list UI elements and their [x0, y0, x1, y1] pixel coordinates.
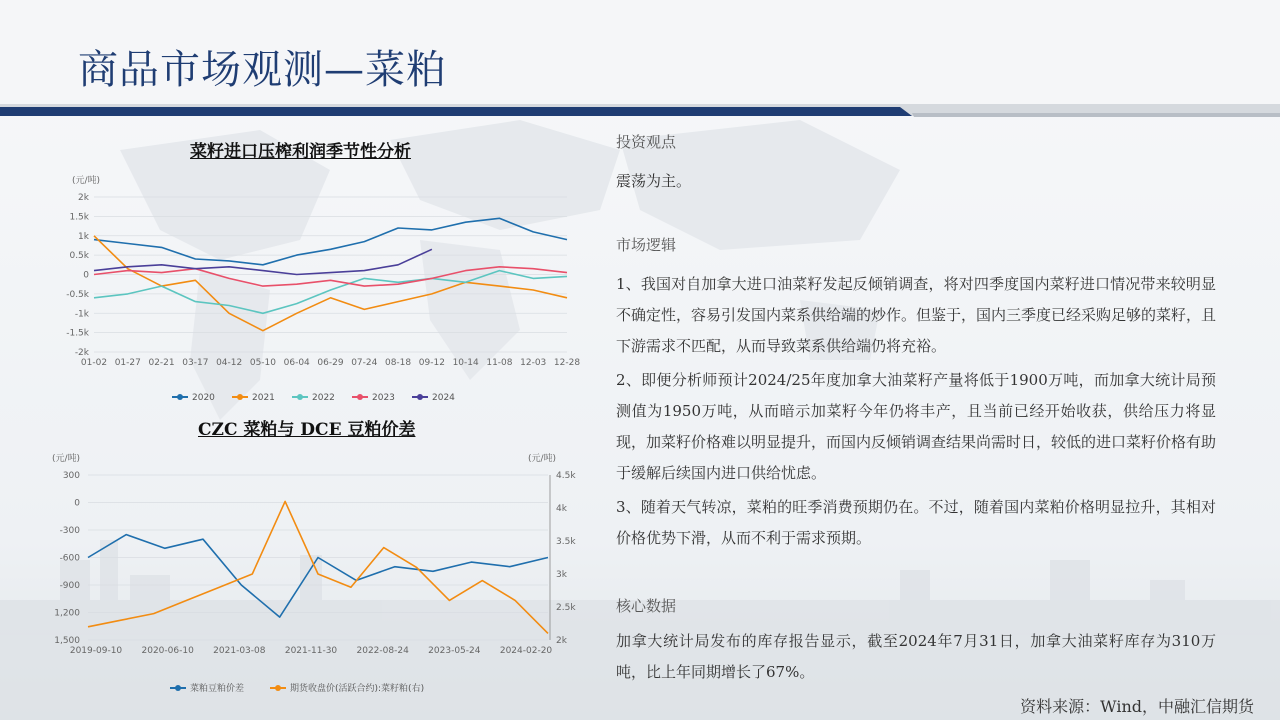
- chart1-y-tick: 0.5k: [69, 251, 89, 262]
- chart1-legend-marker: [417, 394, 423, 400]
- chart2-legend-label: 期货收盘价(活跃合约):菜籽粕(右): [290, 684, 425, 694]
- chart1-seasonal-profit: [62, 170, 582, 410]
- chart1-legend-marker: [237, 394, 243, 400]
- chart1-series-2023: [94, 267, 567, 286]
- chart1-legend-marker: [357, 394, 363, 400]
- chart2-right-unit: (元/吨): [528, 454, 557, 464]
- chart2-y-right-tick: 2k: [556, 636, 567, 646]
- chart2-legend-label: 菜粕豆粕价差: [190, 684, 245, 694]
- chart1-series-2024: [94, 249, 432, 274]
- chart1-legend-label: 2021: [252, 393, 275, 403]
- chart1-legend-label: 2023: [372, 393, 395, 403]
- logic-paragraph-2: 2、即便分析师预计2024/25年度加拿大油菜籽产量将低于1900万吨，而加拿大统计局预测值为1950万吨，从而暗示加菜籽今年仍将丰产，且当前已经开始收获，供给压力将显现，加菜籽价格难以明显提升，而国内反倾销调查结果尚需时日，较低的进口菜籽价格有助于缓解后续国内进口供给忧虑。: [616, 371, 1217, 482]
- chart1-title: 菜籽进口压榨利润季节性分析: [190, 142, 411, 162]
- chart1-y-tick: 1k: [78, 231, 89, 242]
- chart2-legend-marker: [275, 685, 281, 691]
- chart1-legend-marker: [297, 394, 303, 400]
- chart1-x-tick: 08-18: [384, 358, 412, 368]
- chart2-y-right-tick: 3k: [556, 570, 567, 580]
- chart1-x-tick: 10-14: [452, 358, 479, 368]
- chart1-y-unit: (元/吨): [72, 176, 101, 186]
- chart1-y-tick: 1.5k: [69, 212, 89, 223]
- chart1-x-tick: 12-03: [520, 358, 547, 368]
- chart1-x-tick: 04-12: [216, 358, 243, 368]
- chart1-x-tick: 12-28: [553, 358, 581, 368]
- analysis-panel: [616, 128, 1216, 688]
- chart2-y-right-tick: 3.5k: [556, 537, 576, 547]
- chart1-legend-label: 2022: [312, 393, 335, 403]
- chart2-x-tick: 2021-03-08: [213, 646, 266, 656]
- page-title: 商品市场观测—菜粕: [78, 47, 447, 93]
- chart1-x-tick: 02-21: [148, 358, 175, 368]
- chart1-y-tick: -2k: [74, 348, 89, 358]
- chart1-x-tick: 11-08: [486, 358, 513, 368]
- section-investment-view: 投资观点: [616, 133, 677, 151]
- logic-paragraph-3: 3、随着天气转凉，菜粕的旺季消费预期仍在。不过，随着国内菜粕价格明显拉升，其相对价格优势下滑，从而不利于需求预期。: [616, 498, 1216, 547]
- chart2-x-tick: 2021-11-30: [284, 646, 338, 656]
- chart2-series-futures: [88, 501, 548, 633]
- chart2-y-right-tick: 2.5k: [556, 603, 576, 613]
- chart2-y-right-tick: 4k: [556, 504, 567, 514]
- chart1-y-tick: -1.5k: [66, 328, 89, 339]
- chart2-x-tick: 2023-05-24: [428, 646, 481, 656]
- chart2-x-tick: 2019-09-10: [69, 646, 123, 656]
- chart1-x-tick: 05-10: [249, 358, 277, 368]
- chart2-spread: [50, 448, 590, 698]
- chart1-x-tick: 09-12: [418, 358, 445, 368]
- chart2-y-right-tick: 4.5k: [556, 471, 576, 481]
- chart1-x-tick: 01-27: [114, 358, 141, 368]
- chart1-series-2020: [94, 218, 567, 264]
- chart1-x-tick: 07-24: [351, 358, 378, 368]
- chart2-legend-marker: [175, 685, 181, 691]
- chart1-y-tick: 0: [83, 270, 89, 281]
- chart1-legend-label: 2020: [192, 393, 215, 403]
- core-data-text: 加拿大统计局发布的库存报告显示，截至2024年7月31日，加拿大油菜籽库存为310万吨，比上年同期增长了67%。: [616, 632, 1216, 681]
- chart1-x-tick: 06-29: [317, 358, 344, 368]
- section-core-data: 核心数据: [616, 597, 677, 615]
- chart2-series-spread: [88, 535, 548, 618]
- chart1-y-tick: 2k: [78, 193, 89, 203]
- chart1-series-2022: [94, 271, 567, 314]
- chart2-x-tick: 2020-06-10: [141, 646, 194, 656]
- chart1-x-tick: 03-17: [182, 358, 209, 368]
- chart1-x-tick: 01-02: [80, 358, 108, 368]
- chart2-y-left-tick: -600: [59, 553, 80, 564]
- chart2-x-tick: 2022-08-24: [356, 646, 409, 656]
- chart2-left-unit: (元/吨): [52, 454, 81, 464]
- source-note: 资料来源：Wind，中融汇信期货: [1020, 697, 1254, 716]
- chart2-title: CZC 菜粕与 DCE 豆粕价差: [198, 420, 416, 440]
- chart1-y-tick: -0.5k: [66, 289, 89, 300]
- chart2-y-left-tick: 0: [74, 498, 80, 509]
- chart2-y-left-tick: 300: [62, 471, 80, 481]
- section-market-logic: 市场逻辑: [616, 236, 677, 254]
- chart1-legend-label: 2024: [432, 393, 455, 403]
- chart1-x-tick: 06-04: [283, 358, 310, 368]
- chart1-y-tick: -1k: [74, 309, 89, 320]
- investment-view-text: 震荡为主。: [616, 172, 692, 190]
- chart2-y-left-tick: 1,500: [54, 636, 80, 646]
- logic-paragraph-1: 1、我国对自加拿大进口油菜籽发起反倾销调查，将对四季度国内菜籽进口情况带来较明显不确定性，容易引发国内菜系供给端的炒作。但鉴于，国内三季度已经采购足够的菜籽，且下游需求不匹配，从而导致菜系供给端仍将充裕。: [616, 275, 1217, 355]
- chart2-x-tick: 2024-02-20: [499, 646, 553, 656]
- chart2-y-left-tick: -300: [59, 526, 80, 536]
- chart2-y-left-tick: -900: [59, 581, 80, 591]
- chart1-legend-marker: [177, 394, 183, 400]
- chart2-y-left-tick: 1,200: [54, 608, 80, 619]
